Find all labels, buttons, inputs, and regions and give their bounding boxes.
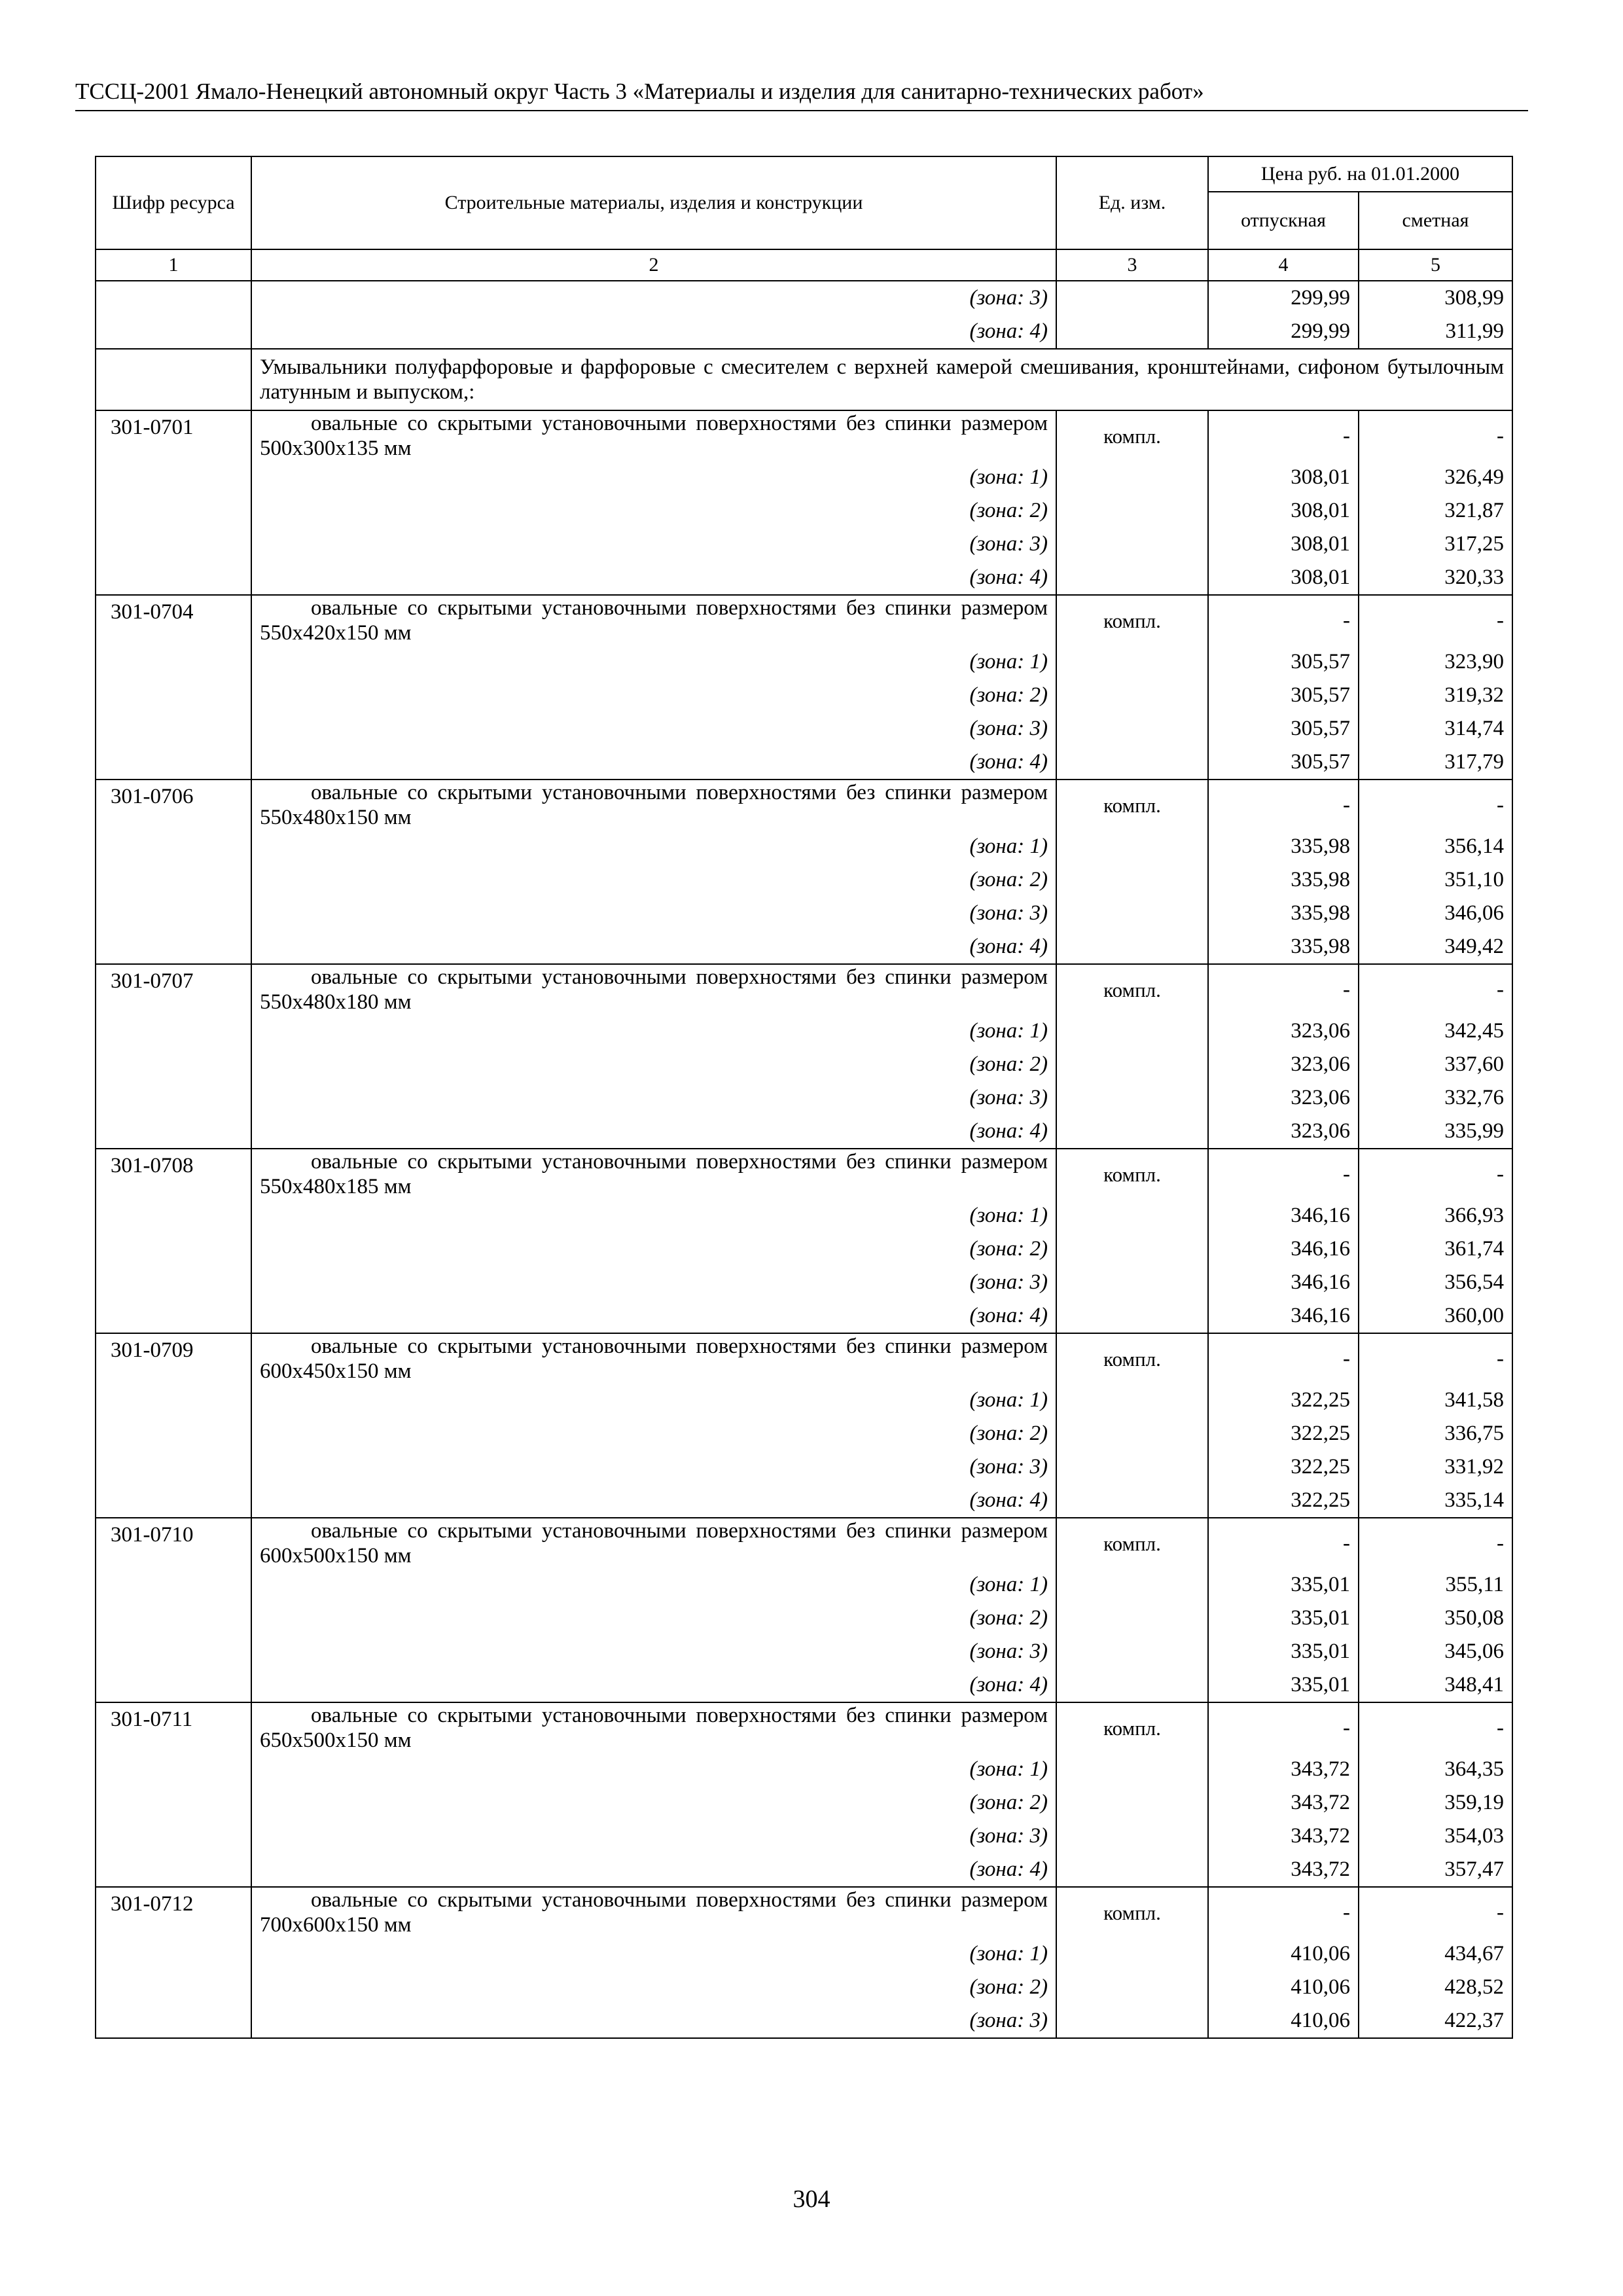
estimate-price: 342,45 (1359, 1014, 1512, 1048)
release-price: 346,16 (1208, 1232, 1359, 1266)
table-row (96, 745, 1512, 780)
resource-code: 301-0712 (96, 1887, 251, 2038)
release-price: - (1208, 1149, 1359, 1199)
table-row (96, 1199, 1512, 1232)
table-row (96, 2004, 1512, 2038)
resource-description (251, 1702, 1056, 1753)
resource-code: 301-0706 (96, 780, 251, 964)
release-price: 305,57 (1208, 645, 1359, 679)
unit-cell (1056, 712, 1208, 745)
description-text: овальные со скрытыми установочными поверхностями без спинки размером 600х500х150 мм (260, 1519, 1048, 1568)
estimate-price: 336,75 (1359, 1417, 1512, 1450)
release-price: 410,06 (1208, 2004, 1359, 2038)
zone-label: (зона: 4) (251, 561, 1056, 595)
release-price: 335,01 (1208, 1568, 1359, 1602)
estimate-price: - (1359, 964, 1512, 1014)
zone-label: (зона: 3) (251, 897, 1056, 930)
estimate-price: 357,47 (1359, 1853, 1512, 1887)
release-price: 335,98 (1208, 863, 1359, 897)
release-price: 305,57 (1208, 712, 1359, 745)
estimate-price: 320,33 (1359, 561, 1512, 595)
release-price: 322,25 (1208, 1450, 1359, 1484)
estimate-price: - (1359, 1333, 1512, 1384)
zone-label: (зона: 2) (251, 1786, 1056, 1820)
unit-cell (1056, 528, 1208, 561)
release-price: 343,72 (1208, 1786, 1359, 1820)
table-row (96, 1971, 1512, 2004)
release-price: 335,98 (1208, 930, 1359, 964)
unit-cell (1056, 315, 1208, 349)
zone-label: (зона: 3) (251, 281, 1056, 315)
estimate-price: 356,54 (1359, 1266, 1512, 1299)
unit-cell (1056, 1014, 1208, 1048)
document-header: ТССЦ-2001 Ямало-Ненецкий автономный округ Часть 3 «Материалы и изделия для санитарно-технических работ» (75, 77, 1528, 111)
zone-label: (зона: 1) (251, 645, 1056, 679)
estimate-price: 319,32 (1359, 679, 1512, 712)
estimate-price: 356,14 (1359, 830, 1512, 863)
page-number: 304 (793, 2185, 830, 2213)
table-row (96, 1484, 1512, 1518)
resource-description (251, 780, 1056, 830)
estimate-price: 326,49 (1359, 461, 1512, 494)
resource-item (96, 1333, 1512, 1518)
release-price: - (1208, 1702, 1359, 1753)
zone-label: (зона: 3) (251, 1635, 1056, 1668)
col-header-code: Шифр ресурса (96, 156, 251, 249)
estimate-price: 323,90 (1359, 645, 1512, 679)
code-cell (96, 315, 251, 349)
estimate-price: 332,76 (1359, 1081, 1512, 1115)
release-price: 335,01 (1208, 1635, 1359, 1668)
table-row (96, 1702, 1512, 1753)
zone-label: (зона: 4) (251, 1115, 1056, 1149)
unit-cell (1056, 1232, 1208, 1266)
unit-cell (1056, 1668, 1208, 1702)
unit-cell (1056, 1484, 1208, 1518)
unit-cell (1056, 1937, 1208, 1971)
table-row (96, 1149, 1512, 1199)
table-row (96, 1786, 1512, 1820)
estimate-price: 317,25 (1359, 528, 1512, 561)
col-header-name: Строительные материалы, изделия и конструкции (251, 156, 1056, 249)
release-price: 335,98 (1208, 830, 1359, 863)
zone-label: (зона: 3) (251, 1266, 1056, 1299)
estimate-price: 346,06 (1359, 897, 1512, 930)
code-cell (96, 281, 251, 315)
unit-cell (1056, 1753, 1208, 1786)
table-row (96, 1115, 1512, 1149)
column-number: 3 (1056, 249, 1208, 281)
unit-of-measure: компл. (1056, 595, 1208, 645)
resource-item (96, 1149, 1512, 1333)
zone-label: (зона: 1) (251, 1568, 1056, 1602)
estimate-price: - (1359, 595, 1512, 645)
unit-cell (1056, 1971, 1208, 2004)
estimate-price: 422,37 (1359, 2004, 1512, 2038)
estimate-price: 341,58 (1359, 1384, 1512, 1417)
estimate-price: 361,74 (1359, 1232, 1512, 1266)
estimate-price: - (1359, 1887, 1512, 1937)
unit-cell (1056, 745, 1208, 780)
col-header-unit: Ед. изм. (1056, 156, 1208, 249)
unit-cell (1056, 2004, 1208, 2038)
description-text: овальные со скрытыми установочными поверхностями без спинки размером 650х500х150 мм (260, 1704, 1048, 1752)
table-row (96, 1266, 1512, 1299)
unit-cell (1056, 645, 1208, 679)
table-row (96, 1753, 1512, 1786)
release-price: 343,72 (1208, 1753, 1359, 1786)
zone-label: (зона: 4) (251, 1299, 1056, 1333)
resource-description (251, 1333, 1056, 1384)
release-price: - (1208, 1518, 1359, 1568)
unit-cell (1056, 1602, 1208, 1635)
release-price: 346,16 (1208, 1266, 1359, 1299)
unit-of-measure: компл. (1056, 964, 1208, 1014)
unit-cell (1056, 1786, 1208, 1820)
table-row (96, 461, 1512, 494)
estimate-price: 321,87 (1359, 494, 1512, 528)
table-row (96, 1853, 1512, 1887)
zone-label: (зона: 4) (251, 1668, 1056, 1702)
release-price: - (1208, 595, 1359, 645)
release-price: 308,01 (1208, 528, 1359, 561)
table-row (96, 1384, 1512, 1417)
table-row (96, 1937, 1512, 1971)
unit-cell (1056, 830, 1208, 863)
description-text: овальные со скрытыми установочными поверхностями без спинки размером 600х450х150 мм (260, 1335, 1048, 1383)
resource-item (96, 964, 1512, 1149)
column-number: 1 (96, 249, 251, 281)
group-title: Умывальники полуфарфоровые и фарфоровые с смесителем с верхней камерой смешивания, кронштейнами, сифоном бутылочным латунным и выпуском,: (251, 349, 1512, 410)
zone-label: (зона: 3) (251, 2004, 1056, 2038)
unit-cell (1056, 494, 1208, 528)
zone-label: (зона: 2) (251, 679, 1056, 712)
table-row (96, 1081, 1512, 1115)
table-row (96, 528, 1512, 561)
resource-code: 301-0710 (96, 1518, 251, 1702)
release-price: 335,01 (1208, 1668, 1359, 1702)
unit-cell (1056, 281, 1208, 315)
unit-cell (1056, 461, 1208, 494)
resource-description (251, 964, 1056, 1014)
table-row (96, 830, 1512, 863)
zone-label: (зона: 4) (251, 315, 1056, 349)
resource-item (96, 780, 1512, 964)
table-row (96, 1668, 1512, 1702)
estimate-price: 349,42 (1359, 930, 1512, 964)
resource-description (251, 1887, 1056, 1937)
resource-code: 301-0708 (96, 1149, 251, 1333)
table-row (96, 315, 1512, 349)
resource-description (251, 1518, 1056, 1568)
estimate-price: 308,99 (1359, 281, 1512, 315)
resource-description (251, 1149, 1056, 1199)
release-price: 322,25 (1208, 1484, 1359, 1518)
zone-label: (зона: 2) (251, 1971, 1056, 2004)
release-price: 346,16 (1208, 1299, 1359, 1333)
release-price: 323,06 (1208, 1014, 1359, 1048)
description-text: овальные со скрытыми установочными поверхностями без спинки размером 700х600х150 мм (260, 1888, 1048, 1937)
estimate-price: 311,99 (1359, 315, 1512, 349)
table-row (96, 494, 1512, 528)
description-text: овальные со скрытыми установочными поверхностями без спинки размером 500х300х135 мм (260, 412, 1048, 460)
resource-code: 301-0701 (96, 410, 251, 595)
release-price: 335,98 (1208, 897, 1359, 930)
description-text: овальные со скрытыми установочными поверхностями без спинки размером 550х480х185 мм (260, 1150, 1048, 1198)
release-price: 308,01 (1208, 461, 1359, 494)
estimate-price: 354,03 (1359, 1820, 1512, 1853)
estimate-price: 428,52 (1359, 1971, 1512, 2004)
unit-cell (1056, 1384, 1208, 1417)
estimate-price: 360,00 (1359, 1299, 1512, 1333)
unit-cell (1056, 1820, 1208, 1853)
zone-label: (зона: 1) (251, 1753, 1056, 1786)
estimate-price: 348,41 (1359, 1668, 1512, 1702)
resource-item (96, 1702, 1512, 1887)
release-price: 308,01 (1208, 494, 1359, 528)
table-row (96, 645, 1512, 679)
resource-code: 301-0711 (96, 1702, 251, 1887)
column-number-row (96, 249, 1512, 281)
unit-cell (1056, 930, 1208, 964)
table-row (96, 863, 1512, 897)
release-price: - (1208, 1333, 1359, 1384)
zone-label: (зона: 1) (251, 1937, 1056, 1971)
table-row (96, 1450, 1512, 1484)
unit-cell (1056, 1568, 1208, 1602)
table-row (96, 1635, 1512, 1668)
table-row (96, 1602, 1512, 1635)
unit-cell (1056, 561, 1208, 595)
estimate-price: 350,08 (1359, 1602, 1512, 1635)
zone-label: (зона: 1) (251, 1199, 1056, 1232)
release-price: 323,06 (1208, 1115, 1359, 1149)
estimate-price: 366,93 (1359, 1199, 1512, 1232)
release-price: - (1208, 1887, 1359, 1937)
zone-label: (зона: 1) (251, 461, 1056, 494)
unit-of-measure: компл. (1056, 410, 1208, 461)
unit-of-measure: компл. (1056, 1333, 1208, 1384)
estimate-price: 337,60 (1359, 1048, 1512, 1081)
release-price: 410,06 (1208, 1937, 1359, 1971)
table-row (96, 281, 1512, 315)
release-price: 323,06 (1208, 1081, 1359, 1115)
unit-cell (1056, 679, 1208, 712)
table-row (96, 964, 1512, 1014)
unit-of-measure: компл. (1056, 780, 1208, 830)
resource-item (96, 1518, 1512, 1702)
table-row (96, 1014, 1512, 1048)
zone-label: (зона: 4) (251, 1853, 1056, 1887)
table-row (96, 712, 1512, 745)
zone-label: (зона: 3) (251, 1450, 1056, 1484)
unit-cell (1056, 1450, 1208, 1484)
estimate-price: - (1359, 1518, 1512, 1568)
estimate-price: 314,74 (1359, 712, 1512, 745)
table-row (96, 1820, 1512, 1853)
estimate-price: 364,35 (1359, 1753, 1512, 1786)
release-price: - (1208, 410, 1359, 461)
unit-cell (1056, 1635, 1208, 1668)
unit-cell (1056, 1853, 1208, 1887)
zone-label: (зона: 3) (251, 712, 1056, 745)
zone-label: (зона: 2) (251, 863, 1056, 897)
release-price: 305,57 (1208, 679, 1359, 712)
estimate-price: 359,19 (1359, 1786, 1512, 1820)
table-row (96, 595, 1512, 645)
resource-item (96, 1887, 1512, 2038)
zone-label: (зона: 1) (251, 1384, 1056, 1417)
unit-cell (1056, 897, 1208, 930)
release-price: 305,57 (1208, 745, 1359, 780)
column-number: 2 (251, 249, 1056, 281)
zone-label: (зона: 4) (251, 745, 1056, 780)
zone-label: (зона: 2) (251, 1048, 1056, 1081)
estimate-price: 335,14 (1359, 1484, 1512, 1518)
table-row (96, 679, 1512, 712)
resource-code: 301-0709 (96, 1333, 251, 1518)
zone-label: (зона: 4) (251, 930, 1056, 964)
release-price: 343,72 (1208, 1820, 1359, 1853)
carry-over-group (96, 281, 1512, 349)
unit-of-measure: компл. (1056, 1518, 1208, 1568)
unit-cell (1056, 1081, 1208, 1115)
estimate-price: 317,79 (1359, 745, 1512, 780)
col-header-price: Цена руб. на 01.01.2000 (1208, 156, 1512, 192)
unit-cell (1056, 863, 1208, 897)
release-price: 410,06 (1208, 1971, 1359, 2004)
col-header-estimate: сметная (1359, 192, 1512, 249)
estimate-price: 434,67 (1359, 1937, 1512, 1971)
column-number: 5 (1359, 249, 1512, 281)
unit-of-measure: компл. (1056, 1702, 1208, 1753)
table-row (96, 1232, 1512, 1266)
description-text: овальные со скрытыми установочными поверхностями без спинки размером 550х420х150 мм (260, 596, 1048, 645)
zone-label: (зона: 4) (251, 1484, 1056, 1518)
release-price: 323,06 (1208, 1048, 1359, 1081)
zone-label: (зона: 3) (251, 1081, 1056, 1115)
unit-of-measure: компл. (1056, 1149, 1208, 1199)
zone-label: (зона: 2) (251, 1232, 1056, 1266)
table-row (96, 1299, 1512, 1333)
unit-of-measure: компл. (1056, 1887, 1208, 1937)
release-price: 299,99 (1208, 315, 1359, 349)
table-row (96, 1048, 1512, 1081)
unit-cell (1056, 1115, 1208, 1149)
release-price: 343,72 (1208, 1853, 1359, 1887)
zone-label: (зона: 3) (251, 1820, 1056, 1853)
estimate-price: - (1359, 410, 1512, 461)
column-number: 4 (1208, 249, 1359, 281)
zone-label: (зона: 2) (251, 494, 1056, 528)
estimate-price: - (1359, 1149, 1512, 1199)
col-header-release: отпускная (1208, 192, 1359, 249)
table-row (96, 780, 1512, 830)
unit-cell (1056, 1266, 1208, 1299)
estimate-price: 335,99 (1359, 1115, 1512, 1149)
resource-item (96, 410, 1512, 595)
unit-cell (1056, 1417, 1208, 1450)
estimate-price: 345,06 (1359, 1635, 1512, 1668)
unit-cell (1056, 1299, 1208, 1333)
table-row (96, 1887, 1512, 1937)
resource-code: 301-0704 (96, 595, 251, 780)
zone-label: (зона: 3) (251, 528, 1056, 561)
release-price: 299,99 (1208, 281, 1359, 315)
resource-code: 301-0707 (96, 964, 251, 1149)
group-title-section (96, 349, 1512, 410)
estimate-price: - (1359, 1702, 1512, 1753)
description-text: овальные со скрытыми установочными поверхностями без спинки размером 550х480х180 мм (260, 965, 1048, 1014)
group-title-row (96, 349, 1512, 410)
table-row (96, 1518, 1512, 1568)
resource-item (96, 595, 1512, 780)
zone-label: (зона: 2) (251, 1417, 1056, 1450)
table-row (96, 1568, 1512, 1602)
estimate-price: 331,92 (1359, 1450, 1512, 1484)
price-table (95, 156, 1513, 2039)
table-row (96, 1333, 1512, 1384)
unit-cell (1056, 1199, 1208, 1232)
table-row (96, 410, 1512, 461)
table-row (96, 1417, 1512, 1450)
release-price: 322,25 (1208, 1417, 1359, 1450)
release-price: 335,01 (1208, 1602, 1359, 1635)
zone-label: (зона: 1) (251, 1014, 1056, 1048)
zone-label: (зона: 1) (251, 830, 1056, 863)
resource-description (251, 595, 1056, 645)
estimate-price: 355,11 (1359, 1568, 1512, 1602)
release-price: - (1208, 964, 1359, 1014)
estimate-price: - (1359, 780, 1512, 830)
estimate-price: 351,10 (1359, 863, 1512, 897)
code-cell (96, 349, 251, 410)
resource-description (251, 410, 1056, 461)
release-price: 308,01 (1208, 561, 1359, 595)
release-price: - (1208, 780, 1359, 830)
release-price: 322,25 (1208, 1384, 1359, 1417)
unit-cell (1056, 1048, 1208, 1081)
table-row (96, 561, 1512, 595)
table-row (96, 930, 1512, 964)
release-price: 346,16 (1208, 1199, 1359, 1232)
description-text: овальные со скрытыми установочными поверхностями без спинки размером 550х480х150 мм (260, 781, 1048, 829)
zone-label: (зона: 2) (251, 1602, 1056, 1635)
table-row (96, 897, 1512, 930)
